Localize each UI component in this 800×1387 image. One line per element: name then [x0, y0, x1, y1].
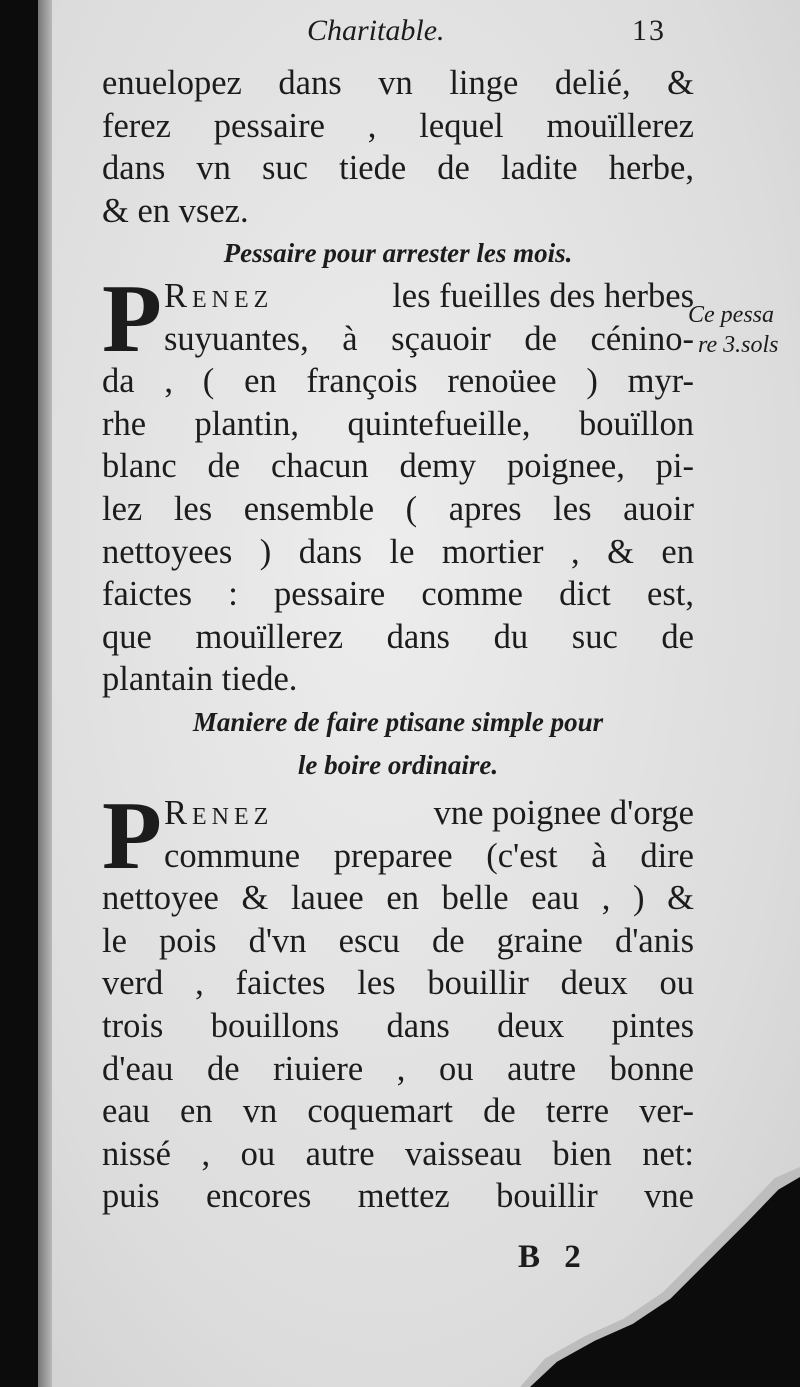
text-line: trois bouillons dans deux pintes	[102, 1007, 694, 1046]
drop-cap: P	[102, 782, 162, 891]
drop-cap: P	[102, 264, 162, 373]
text-line: commune preparee (c'est à dire	[164, 836, 694, 875]
text-line: da , ( en françois renoüee ) myr-	[102, 362, 694, 401]
text-line: ferez pessaire , lequel mouïllerez	[102, 106, 694, 145]
page-header	[102, 14, 694, 54]
text-line: verd , faictes les bouillir deux ou	[102, 964, 694, 1003]
running-head: Charitable.	[307, 14, 445, 47]
text-line: eau en vn coquemart de terre ver-	[102, 1092, 694, 1131]
section-heading: Maniere de faire ptisane simple pour	[192, 706, 604, 737]
text-line: que mouïllerez dans du suc de	[102, 617, 694, 656]
first-word: Renez	[164, 276, 274, 315]
page-number: 13	[632, 14, 666, 47]
body-text	[102, 62, 694, 1218]
text-line	[164, 792, 694, 835]
text-line: nettoyee & lauee en belle eau , ) &	[102, 879, 694, 918]
page-gutter-shadow	[38, 0, 52, 1387]
text-line: blanc de chacun demy poignee, pi-	[102, 447, 694, 486]
line-remainder: les fueilles des herbes	[392, 276, 694, 315]
section-heading: Pessaire pour arrester les mois.	[223, 238, 573, 269]
text-line: plantain tiede.	[102, 660, 298, 699]
recipe-paragraph	[102, 264, 694, 701]
margin-note-line: re 3.sols	[698, 332, 779, 358]
text-line: nissé , ou autre vaisseau bien net:	[102, 1134, 694, 1173]
text-line: & en vsez.	[102, 191, 249, 230]
text-line: faictes : pessaire comme dict est,	[102, 575, 694, 614]
line-remainder: vne poignee d'orge	[433, 794, 694, 833]
text-line: d'eau de riuiere , ou autre bonne	[102, 1049, 694, 1088]
text-line	[164, 275, 694, 318]
text-line: suyuantes, à sçauoir de cénino-	[164, 319, 694, 358]
text-line: enuelopez dans vn linge delié, &	[102, 64, 694, 102]
recipe-paragraph	[102, 782, 694, 1218]
text-line: dans vn suc tiede de ladite herbe,	[102, 149, 694, 188]
first-word: Renez	[164, 794, 274, 833]
margin-note-line: Ce pessa	[688, 302, 774, 328]
text-line: lez les ensemble ( apres les auoir	[102, 489, 694, 528]
text-line: puis encores mettez bouillir vne	[102, 1177, 694, 1216]
margin-note	[688, 300, 778, 360]
text-line: le pois d'vn escu de graine d'anis	[102, 921, 694, 960]
text-line: rhe plantin, quintefueille, bouïllon	[102, 404, 694, 443]
paragraph-continued	[102, 62, 694, 232]
text-line: nettoyees ) dans le mortier , & en	[102, 532, 694, 571]
signature-mark: B 2	[518, 1239, 589, 1275]
section-heading: le boire ordinaire.	[297, 749, 499, 780]
